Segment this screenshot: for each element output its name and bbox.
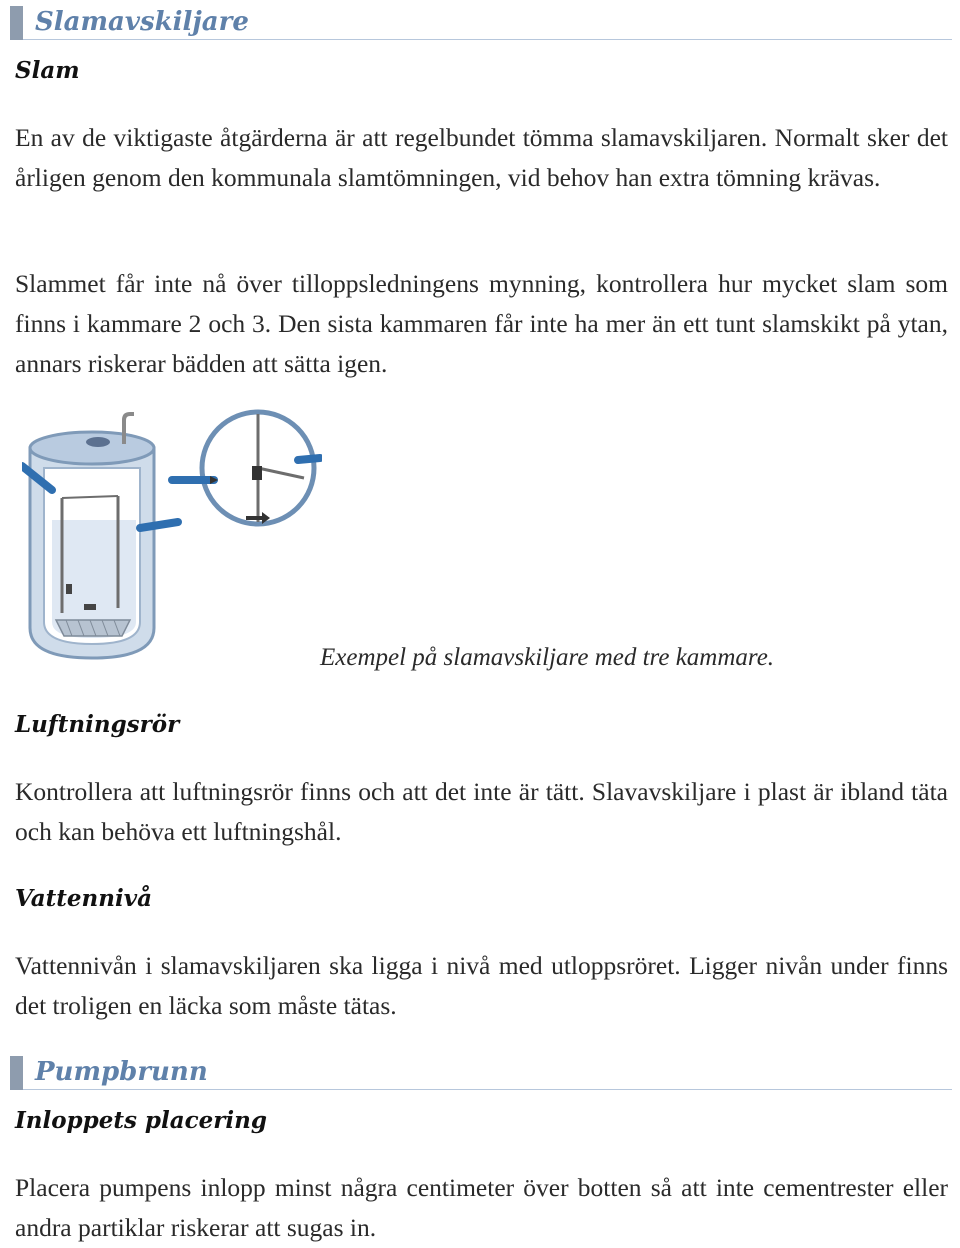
subheading-slam: Slam [15,57,80,84]
subheading-inloppets-placering: Inloppets placering [15,1107,267,1134]
paragraph-slam-1: En av de viktigaste åtgärderna är att regelbundet tömma slamavskiljaren. Normalt sker det årligen genom den kommunala slamtömningen, vid behov han extra tömning krävas. [15,123,948,192]
heading-accent-bar [10,1056,23,1090]
paragraph-inloppets-placering: Placera pumpens inlopp minst några centimeter över botten så att inte cementrester eller andra partiklar riskerar att sugas in. [15,1173,948,1242]
section-title: Slamavskiljare [35,7,249,37]
septic-tank-drawing [22,408,322,668]
paragraph-slam-2: Slammet får inte nå över tilloppsledningens mynning, kontrollera hur mycket slam som finns i kammare 2 och 3. Den sista kammaren får inte ha mer än ett tunt slamskikt på ytan, annars riskerar bädden att sätta igen. [15,269,948,378]
subheading-luftningsror: Luftningsrör [15,711,180,738]
section-title: Pumpbrunn [35,1057,208,1087]
septic-tank-illustration [22,408,322,668]
subheading-vattenniva: Vattennivå [15,885,152,912]
paragraph-luftningsror: Kontrollera att luftningsrör finns och att det inte är tätt. Slavavskiljare i plast är ibland täta och kan behöva ett luftningshål. [15,777,948,846]
paragraph-vattenniva: Vattennivån i slamavskiljaren ska ligga i nivå med utloppsröret. Ligger nivån under finns det troligen en läcka som måste tätas. [15,951,948,1020]
figure-caption: Exempel på slamavskiljare med tre kammare. [320,644,775,671]
section-heading-slamavskiljare [10,4,952,40]
section-heading-pumpbrunn [10,1054,952,1090]
heading-accent-bar [10,6,23,40]
